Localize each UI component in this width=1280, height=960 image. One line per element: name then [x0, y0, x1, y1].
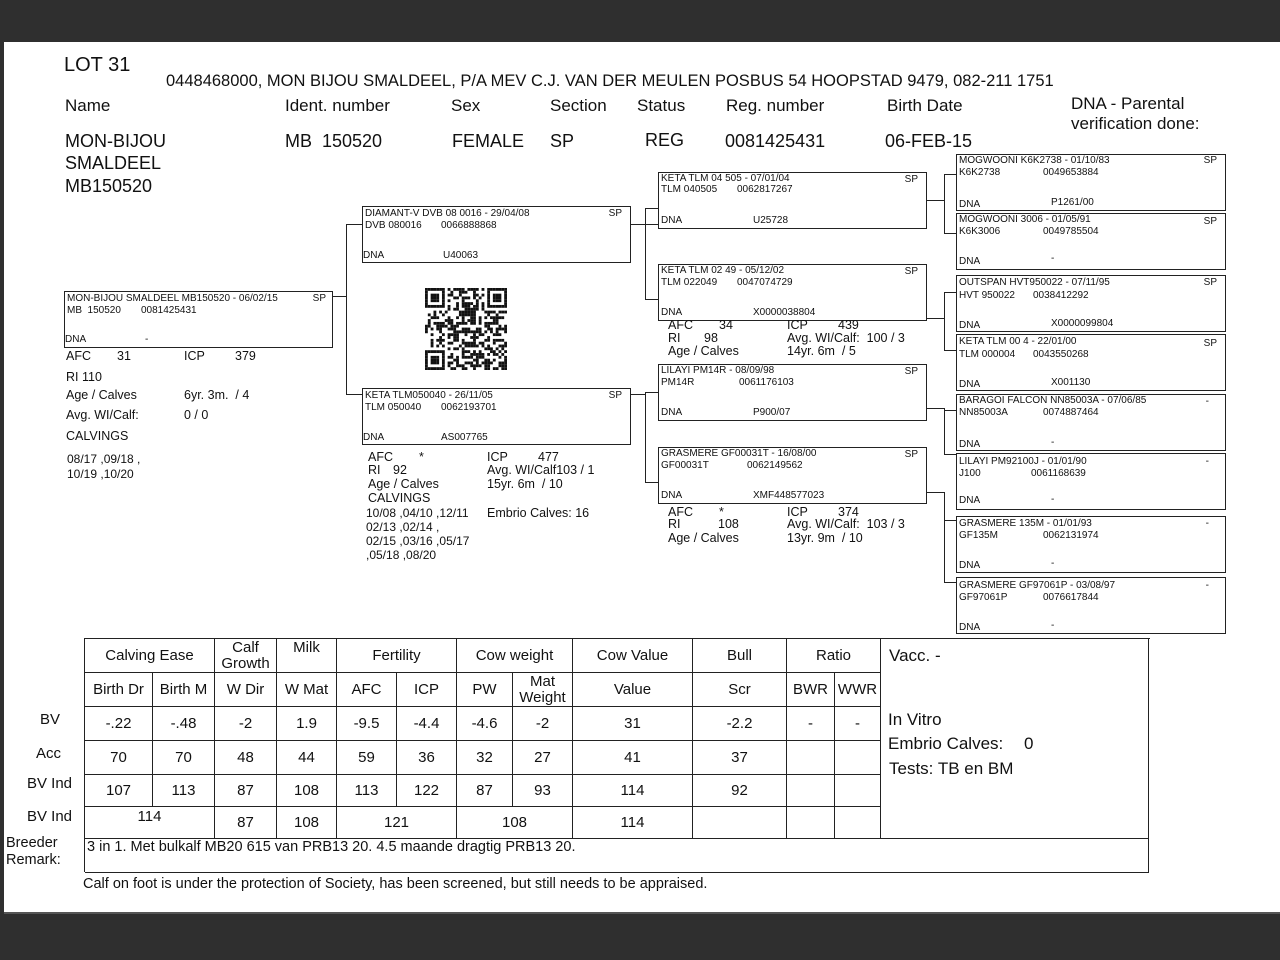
dam-icp-label: ICP — [487, 450, 508, 464]
pedigree-id: J100 — [959, 468, 981, 479]
connector — [645, 392, 646, 482]
gp-stats-wi: Avg. WI/Calf: 103 / 3 — [787, 517, 905, 531]
pedigree-sp: SP — [904, 174, 918, 185]
pedigree-id: HVT 950022 — [959, 290, 1015, 301]
pedigree-id: TLM 040505 — [661, 184, 718, 195]
connector — [944, 408, 945, 454]
pedigree-sp: SP — [1203, 277, 1217, 288]
pedigree-id: TLM 000004 — [959, 349, 1016, 360]
pedigree-dna: XMF448577023 — [753, 490, 825, 501]
subject-age: 6yr. 3m. / 4 — [184, 388, 250, 402]
top-bar — [0, 0, 1280, 42]
pedigree-dna-label: DNA — [959, 320, 981, 331]
gp-stats-afc: 34 — [719, 318, 733, 332]
gp-stats-icp: 374 — [838, 505, 859, 519]
acc-cell: 70 — [153, 741, 215, 775]
pedigree-box-grandparent — [658, 172, 927, 229]
remark-cell — [85, 839, 1149, 873]
column-header: AFC — [337, 673, 397, 707]
dam-calvings-2: 02/13 ,02/14 , — [366, 520, 440, 534]
bv-ind-cell — [787, 775, 835, 807]
pedigree-id: TLM 050040 — [365, 402, 422, 413]
acc-cell: 41 — [573, 741, 693, 775]
pedigree-id: NN85003A — [959, 407, 1008, 418]
dam-ri-label: RI — [368, 463, 381, 477]
gp-stats-afc-label: AFC — [668, 318, 693, 332]
pedigree-dna-label: DNA — [661, 307, 683, 318]
pedigree-dna-label: DNA — [959, 379, 981, 390]
pedigree-box-grandparent — [658, 364, 927, 421]
bv-cell: - — [787, 707, 835, 741]
pedigree-id: GF00031T — [661, 460, 709, 471]
pedigree-dna: X0000038804 — [753, 307, 816, 318]
pedigree-reg: 0062131974 — [1043, 530, 1099, 541]
animal-ident: MB 150520 — [285, 131, 383, 151]
group-header: Cow Value — [573, 639, 693, 673]
dam-age-label: Age / Calves — [368, 477, 439, 491]
pedigree-id: GF97061P — [959, 592, 1008, 603]
bv-ind-group-cell: 121 — [337, 807, 457, 839]
embrio-calves-value: 0 — [1024, 734, 1034, 753]
bv-ind-cell — [835, 775, 881, 807]
dam-age: 15yr. 6m / 10 — [487, 477, 563, 491]
empty-cell — [693, 807, 787, 839]
gp-stats-ri: 98 — [704, 331, 718, 345]
pedigree-title: KETA TLM 00 4 - 22/01/00 — [959, 336, 1077, 347]
connector — [926, 492, 944, 493]
animal-sex: FEMALE — [452, 131, 525, 151]
pedigree-dna-label: DNA — [959, 256, 981, 267]
dam-calvings-label: CALVINGS — [368, 491, 431, 505]
pedigree-title: MOGWOONI K6K2738 - 01/10/83 — [959, 155, 1110, 166]
group-header: Fertility — [337, 639, 457, 673]
bv-ind-group-cell: 108 — [457, 807, 573, 839]
group-header: Calf Growth — [215, 639, 277, 673]
pedigree-dna: - — [1051, 253, 1055, 264]
label-sex: Sex — [451, 96, 481, 115]
subject-wi: 0 / 0 — [184, 408, 209, 422]
pedigree-dna-label: DNA — [363, 250, 385, 261]
gp-stats-age-label: Age / Calves — [668, 531, 739, 545]
pedigree-box-subject — [64, 291, 333, 348]
column-header: W Mat — [277, 673, 337, 707]
animal-reg: 0081425431 — [725, 131, 826, 151]
pedigree-reg: 0061176103 — [739, 377, 794, 388]
pedigree-id: GF135M — [959, 530, 998, 541]
connector — [346, 224, 362, 225]
bv-ind-cell: 87 — [457, 775, 513, 807]
connector — [332, 296, 346, 297]
pedigree-box-dam — [362, 388, 631, 445]
pedigree-box-great-grandparent — [956, 154, 1226, 211]
pedigree-reg: 0062817267 — [737, 184, 793, 195]
pedigree-reg: 0049785504 — [1043, 226, 1099, 237]
bv-ind-cell: 122 — [397, 775, 457, 807]
pedigree-dna: U40063 — [443, 250, 479, 261]
pedigree-dna-label: DNA — [661, 490, 683, 501]
pedigree-dna: - — [1051, 558, 1055, 569]
column-header: W Dir — [215, 673, 277, 707]
dam-icp: 477 — [538, 450, 559, 464]
pedigree-dna-label: DNA — [959, 560, 981, 571]
pedigree-sp: SP — [312, 293, 326, 304]
row-label-acc: Acc — [36, 745, 62, 762]
dam-embrio-calves: Embrio Calves: 16 — [487, 506, 590, 520]
gp-stats-age-label: Age / Calves — [668, 344, 739, 358]
bv-cell: -4.6 — [457, 707, 513, 741]
animal-name-line-2: SMALDEEL — [65, 153, 162, 173]
column-header: Mat Weight — [513, 673, 573, 707]
pedigree-id: MB 150520 — [67, 305, 121, 316]
label-birth: Birth Date — [887, 96, 963, 115]
page-bottom-rule — [4, 912, 1280, 914]
remark-label: Breeder Remark: — [6, 835, 61, 868]
bv-cell: -2 — [215, 707, 277, 741]
pedigree-dna-label: DNA — [661, 407, 683, 418]
dam-calvings-3: 02/15 ,03/16 ,05/17 — [366, 534, 470, 548]
gp-stats-ri-label: RI — [668, 331, 681, 345]
pedigree-sp: SP — [1203, 155, 1217, 166]
breeder-line: 0448468000, MON BIJOU SMALDEEL, P/A MEV C.J. VAN DER MEULEN POSBUS 54 HOOPSTAD 9479, 082-211 1751 — [166, 72, 1054, 90]
column-header: Value — [573, 673, 693, 707]
group-header: Milk — [277, 639, 337, 673]
bv-ind-group-cell: 108 — [277, 807, 337, 839]
pedigree-box-great-grandparent — [956, 334, 1226, 391]
pedigree-dna-label: DNA — [661, 215, 683, 226]
connector — [926, 200, 944, 201]
pedigree-reg: 0061168639 — [1031, 468, 1086, 479]
acc-cell — [787, 741, 835, 775]
pedigree-id: K6K3006 — [959, 226, 1001, 237]
bv-ind-cell: 108 — [277, 775, 337, 807]
column-header: BWR — [787, 673, 835, 707]
pedigree-sp: - — [1205, 456, 1209, 467]
subject-calvings-2: 10/19 ,10/20 — [67, 467, 134, 481]
pedigree-reg: 0081425431 — [141, 305, 197, 316]
pedigree-box-great-grandparent — [956, 453, 1226, 510]
pedigree-dna-label: DNA — [959, 199, 981, 210]
acc-cell: 32 — [457, 741, 513, 775]
pedigree-dna: P900/07 — [753, 407, 791, 418]
animal-birth: 06-FEB-15 — [885, 131, 973, 151]
pedigree-box-great-grandparent — [956, 577, 1226, 634]
dam-wi: Avg. WI/Calf103 / 1 — [487, 463, 595, 477]
bv-ind-group-cell: 87 — [215, 807, 277, 839]
group-header: Ratio — [787, 639, 881, 673]
column-header: Birth M — [153, 673, 215, 707]
acc-cell: 44 — [277, 741, 337, 775]
in-vitro: In Vitro — [888, 710, 942, 729]
connector — [630, 224, 658, 225]
pedigree-dna: - — [1051, 620, 1055, 631]
subject-icp: 379 — [235, 349, 256, 363]
pedigree-box-great-grandparent — [956, 394, 1226, 451]
subject-calvings-1: 08/17 ,09/18 , — [67, 452, 141, 466]
pedigree-box-great-grandparent — [956, 516, 1226, 573]
row-label-bv-ind-2: BV Ind — [27, 808, 73, 825]
column-header: PW — [457, 673, 513, 707]
pedigree-dna-label: DNA — [959, 622, 981, 633]
bv-ind-cell: 114 — [573, 775, 693, 807]
pedigree-id: K6K2738 — [959, 167, 1001, 178]
embrio-calves-label: Embrio Calves: — [888, 734, 1004, 753]
connector — [944, 454, 956, 455]
group-header: Bull — [693, 639, 787, 673]
connector — [944, 292, 956, 293]
connector — [645, 208, 658, 209]
pedigree-dna-label: DNA — [65, 334, 87, 345]
row-label-bv: BV — [40, 711, 61, 728]
connector — [944, 350, 956, 351]
pedigree-box-great-grandparent — [956, 275, 1226, 332]
group-header: Cow weight — [457, 639, 573, 673]
pedigree-title: KETA TLM 02 49 - 05/12/02 — [661, 265, 785, 276]
pedigree-reg: 0076617844 — [1043, 592, 1099, 603]
connector — [645, 299, 658, 300]
pedigree-box-great-grandparent — [956, 213, 1226, 270]
pedigree-sp: SP — [904, 366, 918, 377]
acc-cell: 36 — [397, 741, 457, 775]
pedigree-title: GRASMERE GF97061P - 03/08/97 — [959, 580, 1116, 591]
gp-stats-icp-label: ICP — [787, 505, 808, 519]
side-panel — [881, 639, 1149, 839]
bv-ind-group-cell: 114 — [85, 807, 215, 839]
connector — [645, 208, 646, 299]
footer-note: Calf on foot is under the protection of Society, has been screened, but still needs to be appraised. — [83, 876, 708, 892]
pedigree-reg: 0066888868 — [441, 220, 497, 231]
dam-calvings-4: ,05/18 ,08/20 — [366, 548, 437, 562]
pedigree-sp: SP — [608, 208, 622, 219]
connector — [944, 174, 956, 175]
pedigree-dna: - — [145, 334, 149, 345]
label-name: Name — [65, 96, 111, 115]
pedigree-reg: 0047074729 — [737, 277, 793, 288]
row-label-bv-ind: BV Ind — [27, 775, 73, 792]
acc-cell: 59 — [337, 741, 397, 775]
bv-cell: - — [835, 707, 881, 741]
label-status: Status — [637, 96, 686, 115]
gp-stats-ri: 108 — [718, 517, 739, 531]
lot-number: LOT 31 — [64, 54, 131, 76]
pedigree-dna: U25728 — [753, 215, 789, 226]
gp-stats-ri-label: RI — [668, 517, 681, 531]
connector — [944, 492, 945, 582]
label-ident: Ident. number — [285, 96, 390, 115]
pedigree-title: MON-BIJOU SMALDEEL MB150520 - 06/02/15 — [67, 293, 278, 304]
subject-wi-label: Avg. WI/Calf: — [66, 408, 139, 422]
pedigree-title: DIAMANT-V DVB 08 0016 - 29/04/08 — [365, 208, 530, 219]
pedigree-reg: 0043550268 — [1033, 349, 1089, 360]
label-section: Section — [550, 96, 607, 115]
pedigree-reg: 0049653884 — [1043, 167, 1099, 178]
bv-cell: -.22 — [85, 707, 153, 741]
label-reg: Reg. number — [726, 96, 825, 115]
bv-cell: -4.4 — [397, 707, 457, 741]
column-header: ICP — [397, 673, 457, 707]
pedigree-title: KETA TLM 04 505 - 07/01/04 — [661, 173, 790, 184]
connector — [346, 224, 347, 394]
animal-status: REG — [645, 130, 685, 150]
bottom-bar — [0, 914, 1280, 960]
bv-cell: -9.5 — [337, 707, 397, 741]
bv-cell: -2 — [513, 707, 573, 741]
vacc: Vacc. - — [889, 646, 941, 665]
connector — [944, 174, 945, 233]
gp-stats-afc-label: AFC — [668, 505, 693, 519]
bv-ind-cell: 93 — [513, 775, 573, 807]
pedigree-dna-label: DNA — [959, 495, 981, 506]
column-header: Scr — [693, 673, 787, 707]
dam-afc-label: AFC — [368, 450, 393, 464]
connector — [926, 408, 944, 409]
subject-ri: RI 110 — [66, 370, 102, 384]
pedigree-dna: X001130 — [1051, 377, 1091, 388]
dam-afc: * — [419, 450, 424, 464]
pedigree-sp: - — [1205, 580, 1209, 591]
acc-cell: 27 — [513, 741, 573, 775]
gp-stats-icp: 439 — [838, 318, 859, 332]
pedigree-dna: AS007765 — [441, 432, 488, 443]
animal-name-line-3: MB150520 — [65, 176, 153, 196]
ebv-table — [84, 638, 1150, 872]
pedigree-title: LILAYI PM14R - 08/09/98 — [661, 365, 775, 376]
connector — [346, 394, 362, 395]
dam-calvings-1: 10/08 ,04/10 ,12/11 — [366, 506, 469, 520]
acc-cell: 70 — [85, 741, 153, 775]
bv-ind-cell: 113 — [337, 775, 397, 807]
connector — [944, 410, 956, 411]
bv-ind-cell: 87 — [215, 775, 277, 807]
pedigree-sp: - — [1205, 396, 1209, 407]
pedigree-sp: - — [1205, 518, 1209, 529]
connector — [645, 482, 658, 483]
acc-cell: 48 — [215, 741, 277, 775]
acc-cell: 37 — [693, 741, 787, 775]
subject-calvings-label: CALVINGS — [66, 429, 129, 443]
bv-ind-cell: 92 — [693, 775, 787, 807]
empty-cell — [787, 807, 835, 839]
pedigree-dna-label: DNA — [363, 432, 385, 443]
bv-ind-cell: 107 — [85, 775, 153, 807]
connector — [944, 233, 956, 234]
pedigree-title: MOGWOONI 3006 - 01/05/91 — [959, 214, 1091, 225]
pedigree-title: LILAYI PM92100J - 01/01/90 — [959, 456, 1087, 467]
connector — [630, 394, 645, 395]
pedigree-title: GRASMERE GF00031T - 16/08/00 — [661, 448, 817, 459]
pedigree-reg: 0062193701 — [441, 402, 497, 413]
bv-cell: -.48 — [153, 707, 215, 741]
gp-stats-age: 13yr. 9m / 10 — [787, 531, 863, 545]
pedigree-reg: 0074887464 — [1043, 407, 1099, 418]
pedigree-dna: - — [1051, 437, 1055, 448]
pedigree-id: TLM 022049 — [661, 277, 718, 288]
group-header: Calving Ease — [85, 639, 215, 673]
remark-text: 3 in 1. Met bulkalf MB20 615 van PRB13 20. 4.5 maande dragtig PRB13 20. — [87, 839, 576, 855]
pedigree-title: GRASMERE 135M - 01/01/93 — [959, 518, 1092, 529]
connector — [944, 582, 956, 583]
bv-cell: -2.2 — [693, 707, 787, 741]
label-dna-verification: DNA - Parental verification done: — [1071, 94, 1200, 133]
pedigree-box-grandparent — [658, 447, 927, 504]
dam-ri: 92 — [393, 463, 407, 477]
pedigree-id: PM14R — [661, 377, 695, 388]
connector — [944, 292, 945, 350]
pedigree-reg: 0038412292 — [1033, 290, 1089, 301]
empty-cell — [835, 807, 881, 839]
acc-cell — [835, 741, 881, 775]
pedigree-dna: P1261/00 — [1051, 197, 1094, 208]
bv-cell: 1.9 — [277, 707, 337, 741]
tests: Tests: TB en BM — [889, 759, 1014, 778]
column-header: WWR — [835, 673, 881, 707]
gp-stats-wi: Avg. WI/Calf: 100 / 3 — [787, 331, 905, 345]
pedigree-sp: SP — [904, 449, 918, 460]
pedigree-sp: SP — [1203, 338, 1217, 349]
gp-stats-afc: * — [719, 505, 724, 519]
bv-ind-cell: 113 — [153, 775, 215, 807]
qr-code-icon — [423, 288, 509, 370]
animal-name-line-1: MON-BIJOU — [65, 131, 166, 151]
subject-afc-label: AFC — [66, 349, 91, 363]
subject-afc: 31 — [117, 349, 131, 363]
pedigree-title: KETA TLM050040 - 26/11/05 — [365, 390, 493, 401]
pedigree-id: DVB 080016 — [365, 220, 422, 231]
pedigree-dna: X0000099804 — [1051, 318, 1114, 329]
connector — [944, 520, 956, 521]
column-header: Birth Dr — [85, 673, 153, 707]
subject-icp-label: ICP — [184, 349, 205, 363]
pedigree-sp: SP — [904, 266, 918, 277]
subject-age-label: Age / Calves — [66, 388, 137, 402]
gp-stats-age: 14yr. 6m / 5 — [787, 344, 856, 358]
catalogue-page — [4, 42, 1280, 914]
pedigree-box-sire — [362, 206, 631, 263]
bv-ind-group-cell: 114 — [573, 807, 693, 839]
pedigree-sp: SP — [1203, 216, 1217, 227]
pedigree-dna-label: DNA — [959, 439, 981, 450]
pedigree-title: BARAGOI FALCON NN85003A - 07/06/85 — [959, 395, 1147, 406]
connector — [926, 318, 944, 319]
gp-stats-icp-label: ICP — [787, 318, 808, 332]
pedigree-dna: - — [1051, 494, 1055, 505]
pedigree-sp: SP — [608, 390, 622, 401]
animal-section: SP — [550, 131, 575, 151]
bv-cell: 31 — [573, 707, 693, 741]
pedigree-title: OUTSPAN HVT950022 - 07/11/95 — [959, 277, 1110, 288]
pedigree-reg: 0062149562 — [747, 460, 803, 471]
connector — [645, 392, 658, 393]
pedigree-box-grandparent — [658, 264, 927, 321]
